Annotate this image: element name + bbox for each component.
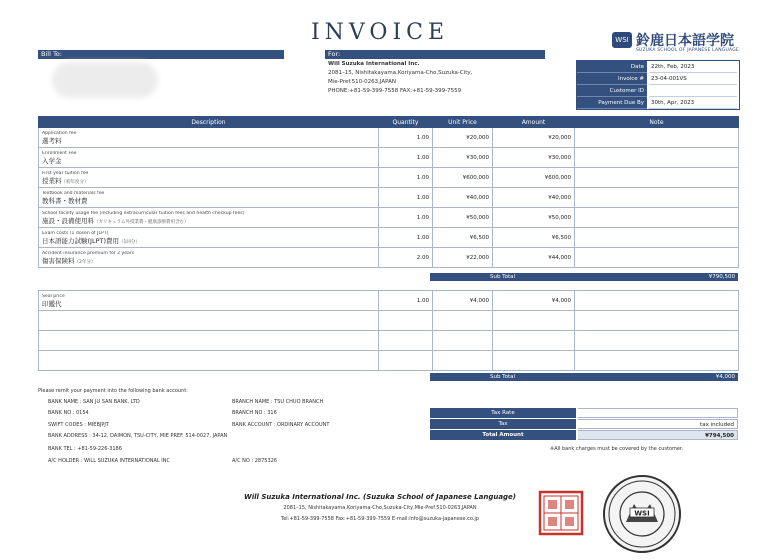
bank-no: BANK NO : 0154 bbox=[48, 410, 89, 416]
unit-price-cell: ¥6,500 bbox=[433, 228, 493, 248]
for-label: For: bbox=[325, 50, 545, 59]
bank-account: BANK ACCOUNT : ORDINARY ACCOUNT bbox=[232, 422, 330, 428]
desc-cell bbox=[39, 311, 379, 331]
subtotal-value: ¥790,500 bbox=[708, 274, 735, 280]
item-description-en: Exam costs (1 dosen of JLPT) bbox=[42, 230, 109, 236]
tax-rate-label: Tax Rate bbox=[430, 408, 576, 418]
subtotal-bar-2 bbox=[430, 373, 738, 381]
logo-mark-icon: WSI bbox=[612, 32, 632, 48]
table-row bbox=[39, 248, 739, 268]
amount-cell: ¥50,000 bbox=[493, 208, 575, 228]
table-header-row bbox=[39, 117, 739, 128]
info-value: 22th, Feb, 2023 bbox=[649, 61, 737, 73]
item-description-en: Accident insurance premium for 2 years bbox=[42, 250, 135, 256]
info-key: Payment Due By bbox=[577, 97, 647, 109]
tax-row bbox=[430, 419, 738, 429]
footer-address: 2081–15, Nishitakayama,Koriyama-Cho,Suzuka-City,Mie-Pref.510-0263,JAPAN bbox=[283, 505, 477, 511]
item-description-jp-note: （2年分） bbox=[74, 259, 96, 265]
item-description-en: Enrollment Fee bbox=[42, 150, 77, 156]
footer-contact: Tel:+81-59-399-7558 Fax:+81-59-399-7559 E-mail:info@suzuka-japanese.co.jp bbox=[281, 516, 479, 522]
info-value: 30th, Apr, 2023 bbox=[649, 97, 737, 109]
desc-cell bbox=[39, 188, 379, 208]
note-cell bbox=[575, 228, 739, 248]
subtotal-bar-1 bbox=[430, 273, 738, 281]
item-description-en: Seal price bbox=[42, 293, 65, 299]
extra-items-body bbox=[39, 291, 739, 371]
bank-tel: BANK TEL : +81-59-226-3186 bbox=[48, 446, 122, 452]
qty-cell: 2.00 bbox=[379, 248, 433, 268]
item-description-jp-note: （1回分） bbox=[119, 239, 140, 245]
unit-price-cell bbox=[433, 351, 493, 371]
for-address-2: Mie-Pref.510-0263,JAPAN bbox=[328, 79, 397, 85]
bill-to-label: Bill To: bbox=[38, 50, 284, 59]
invoice-title: INVOICE bbox=[310, 20, 450, 45]
total-label: Total Amount bbox=[430, 430, 576, 440]
for-phone: PHONE:+81-59-399-7558 FAX:+81-59-399-7559 bbox=[328, 88, 462, 94]
item-description-jp-main: 印鑑代 bbox=[42, 299, 62, 308]
qty-cell: 1.00 bbox=[379, 188, 433, 208]
bank-heading: Please remit your payment into the following bank account: bbox=[38, 388, 188, 394]
item-description-en: First year tuition fee bbox=[42, 170, 89, 176]
desc-cell bbox=[39, 331, 379, 351]
item-description-jp-note: （カリキュラム外授業費・健康診断費用含む） bbox=[94, 219, 189, 225]
desc-cell bbox=[39, 248, 379, 268]
qty-cell bbox=[379, 311, 433, 331]
table-row bbox=[39, 148, 739, 168]
note-cell bbox=[575, 351, 739, 371]
unit-price-cell: ¥40,000 bbox=[433, 188, 493, 208]
note-cell bbox=[575, 188, 739, 208]
note-cell bbox=[575, 331, 739, 351]
desc-cell bbox=[39, 351, 379, 371]
amount-cell bbox=[493, 331, 575, 351]
table-row bbox=[39, 351, 739, 371]
amount-cell bbox=[493, 311, 575, 331]
bank-name: BANK NAME : SAN JU SAN BANK, LTD bbox=[48, 399, 140, 405]
desc-cell bbox=[39, 128, 379, 148]
table-row bbox=[39, 311, 739, 331]
note-cell bbox=[575, 128, 739, 148]
table-row bbox=[39, 331, 739, 351]
amount-cell: ¥600,000 bbox=[493, 168, 575, 188]
item-description-jp bbox=[42, 256, 375, 265]
tax-value: tax included bbox=[578, 419, 738, 429]
unit-price-cell: ¥30,000 bbox=[433, 148, 493, 168]
col-quantity: Quantity bbox=[379, 117, 433, 128]
info-value bbox=[649, 85, 737, 97]
table-row bbox=[39, 188, 739, 208]
item-description-jp bbox=[42, 136, 375, 145]
account-holder: A/C HOLDER : WILL SUZUKA INTERNATIONAL INC bbox=[48, 458, 171, 464]
item-description-jp-main: 日本語能力試験(JLPT)費用 bbox=[42, 236, 120, 245]
col-unit-price: Unit Price bbox=[433, 117, 493, 128]
items-body bbox=[39, 128, 739, 268]
note-cell bbox=[575, 248, 739, 268]
note-cell bbox=[575, 208, 739, 228]
desc-cell bbox=[39, 148, 379, 168]
footer-company: Will Suzuka International Inc. (Suzuka School of Japanese Language) bbox=[243, 493, 517, 501]
unit-price-cell: ¥50,000 bbox=[433, 208, 493, 228]
amount-cell: ¥4,000 bbox=[493, 291, 575, 311]
col-amount: Amount bbox=[493, 117, 575, 128]
info-row-customer bbox=[577, 85, 739, 97]
item-description-en: Textbook and materials fee bbox=[42, 190, 105, 196]
note-cell bbox=[575, 168, 739, 188]
item-description-jp bbox=[42, 236, 375, 245]
company-seal-stamp bbox=[538, 490, 584, 536]
unit-price-cell bbox=[433, 311, 493, 331]
seal-text: WSI bbox=[634, 509, 650, 518]
unit-price-cell: ¥4,000 bbox=[433, 291, 493, 311]
invoice-info-box bbox=[576, 60, 740, 110]
qty-cell: 1.00 bbox=[379, 291, 433, 311]
item-description-jp bbox=[42, 176, 375, 185]
qty-cell: 1.00 bbox=[379, 128, 433, 148]
unit-price-cell: ¥600,000 bbox=[433, 168, 493, 188]
for-details bbox=[328, 60, 568, 96]
info-row-due bbox=[577, 97, 739, 109]
qty-cell: 1.00 bbox=[379, 168, 433, 188]
table-row bbox=[39, 228, 739, 248]
item-description-jp-main: 授業料 bbox=[42, 176, 62, 185]
info-key: Date bbox=[577, 61, 647, 73]
item-description-jp-main: 選考料 bbox=[42, 136, 62, 145]
col-note: Note bbox=[575, 117, 739, 128]
tax-rate-value bbox=[578, 408, 738, 418]
extra-items-table bbox=[38, 290, 739, 371]
subtotal-label: Sub Total bbox=[489, 274, 516, 280]
note-cell bbox=[575, 148, 739, 168]
tax-rate-row bbox=[430, 408, 738, 418]
unit-price-cell bbox=[433, 331, 493, 351]
desc-cell bbox=[39, 291, 379, 311]
item-description-jp bbox=[42, 216, 375, 225]
item-description-jp bbox=[42, 299, 375, 308]
bank-charges-note: ※All bank charges must be covered by the customer. bbox=[550, 446, 684, 452]
qty-cell: 1.00 bbox=[379, 208, 433, 228]
info-row-invoice bbox=[577, 73, 739, 85]
info-key: Invoice # bbox=[577, 73, 647, 85]
for-address-1: 2081–15, Nishitakayama,Koriyama-Cho,Suzuka-City, bbox=[328, 70, 473, 76]
items-table bbox=[38, 116, 739, 268]
amount-cell: ¥30,000 bbox=[493, 148, 575, 168]
tax-summary bbox=[430, 408, 738, 440]
subtotal-value: ¥4,000 bbox=[715, 374, 735, 380]
col-description: Description bbox=[39, 117, 379, 128]
table-row bbox=[39, 168, 739, 188]
unit-price-cell: ¥22,000 bbox=[433, 248, 493, 268]
amount-cell: ¥20,000 bbox=[493, 128, 575, 148]
total-row bbox=[430, 430, 738, 440]
logo-en-name: SUZUKA SCHOOL OF JAPANESE LANGUAGE bbox=[636, 48, 739, 53]
amount-cell: ¥40,000 bbox=[493, 188, 575, 208]
for-company: Will Suzuka International Inc. bbox=[328, 61, 420, 67]
logo-jp-name: 鈴鹿日本語学院 bbox=[636, 33, 734, 49]
swift-code: SWIFT CODES : MIEBJPJT bbox=[48, 422, 109, 428]
table-row bbox=[39, 128, 739, 148]
qty-cell: 1.00 bbox=[379, 148, 433, 168]
subtotal-label: Sub Total bbox=[489, 374, 516, 380]
info-value: 23-04-001VS bbox=[649, 73, 737, 85]
unit-price-cell: ¥20,000 bbox=[433, 128, 493, 148]
item-description-jp bbox=[42, 156, 375, 165]
amount-cell: ¥6,500 bbox=[493, 228, 575, 248]
redacted-recipient bbox=[52, 62, 158, 98]
qty-cell bbox=[379, 331, 433, 351]
qty-cell bbox=[379, 351, 433, 371]
account-no: A/C NO : 2875326 bbox=[232, 458, 277, 464]
school-round-seal bbox=[602, 474, 682, 554]
note-cell bbox=[575, 291, 739, 311]
item-description-jp bbox=[42, 196, 375, 205]
amount-cell: ¥44,000 bbox=[493, 248, 575, 268]
table-row bbox=[39, 291, 739, 311]
total-value: ¥794,500 bbox=[578, 430, 738, 440]
desc-cell bbox=[39, 208, 379, 228]
school-logo bbox=[612, 30, 742, 56]
info-row-date bbox=[577, 61, 739, 73]
branch-no: BRANCH NO : 316 bbox=[232, 410, 277, 416]
qty-cell: 1.00 bbox=[379, 228, 433, 248]
item-description-en: School facility usage fee (including extracurricular tuition fees and health checkup fees) bbox=[42, 210, 245, 216]
item-description-jp-main: 教科書・教材費 bbox=[42, 196, 88, 205]
item-description-jp-main: 入学金 bbox=[42, 156, 62, 165]
item-description-jp-main: 傷害保険料 bbox=[42, 256, 75, 265]
branch-name: BRANCH NAME : TSU CHUO BRANCH bbox=[232, 399, 324, 405]
item-description-jp-note: （初年度分） bbox=[61, 179, 89, 185]
desc-cell bbox=[39, 168, 379, 188]
amount-cell bbox=[493, 351, 575, 371]
tax-label: Tax bbox=[430, 419, 576, 429]
note-cell bbox=[575, 311, 739, 331]
item-description-en: Application fee bbox=[42, 130, 77, 136]
info-key: Customer ID bbox=[577, 85, 647, 97]
item-description-jp-main: 施設・設備使用料 bbox=[42, 216, 94, 225]
footer bbox=[220, 492, 540, 525]
table-row bbox=[39, 208, 739, 228]
desc-cell bbox=[39, 228, 379, 248]
bank-address: BANK ADDRESS : 34-12, DAIMON, TSU-CITY, MIE PREF. 514-0027, JAPAN bbox=[48, 433, 228, 439]
